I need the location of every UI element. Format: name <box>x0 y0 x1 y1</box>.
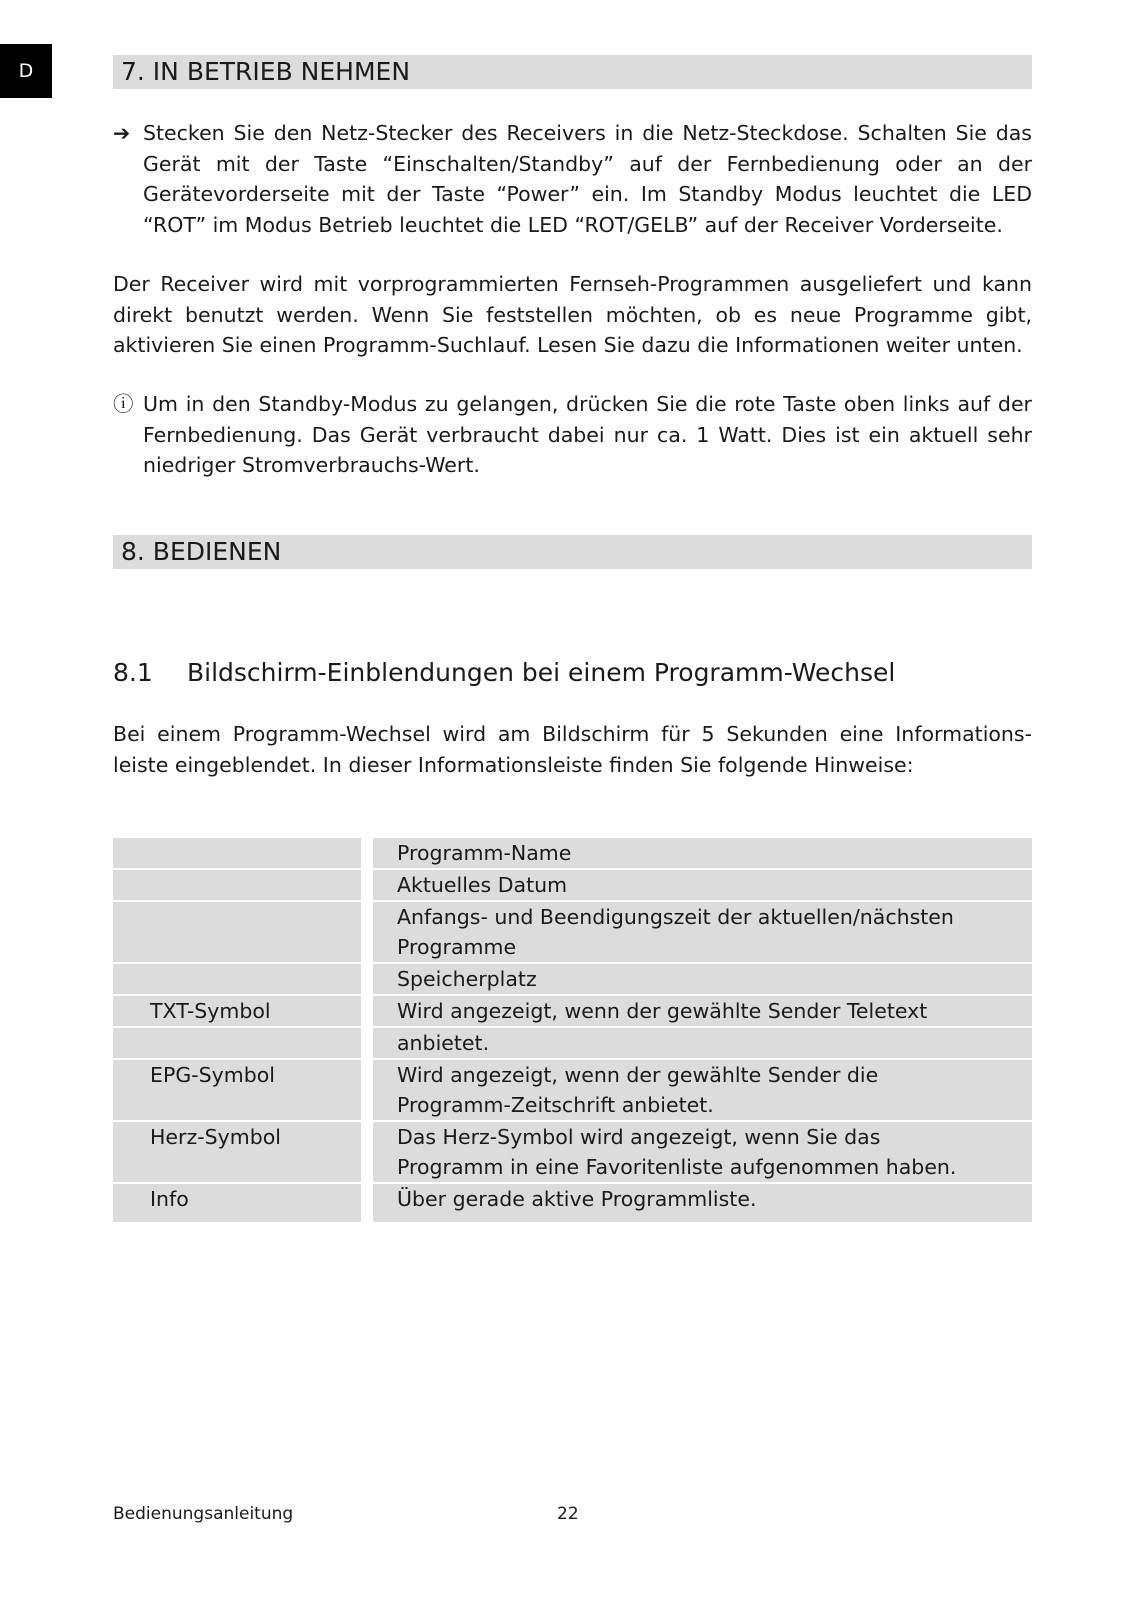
table-label: Herz-Symbol <box>113 1122 361 1182</box>
table-intro-text: Bei einem Programm-Wechsel wird am Bildschirm für 5 Sekunden eine Informations-leiste eingeblendet. In dieser Informationsleiste finden Sie folgende Hinweise: <box>113 722 1032 777</box>
bullet-paragraph <box>113 118 1032 240</box>
info-text: Um in den Standby-Modus zu gelangen, drücken Sie die rote Taste oben links auf der Fernbedienung. Das Gerät verbraucht dabei nur ca. 1 Watt. Dies ist ein aktuell sehr niedriger Stromverbrauchs-Wert. <box>143 392 1032 477</box>
subsection-title: Bildschirm-Einblendungen bei einem Programm-Wechsel <box>187 658 896 687</box>
table-description: Anfangs- und Beendigungszeit der aktuellen/nächsten Programme <box>373 902 1032 962</box>
bullet-text: Stecken Sie den Netz-Stecker des Receivers in die Netz-Steckdose. Schalten Sie das Gerät mit der Taste “Einschalten/Standby” auf der Fernbedienung oder an der Gerätevorderseite mit der Taste “Power” ein. Im Standby Modus leuchtet die LED “ROT” im Modus Betrieb leuchtet die LED “ROT/GELB” auf der Receiver Vorderseite. <box>143 121 1032 237</box>
table-label: Info <box>113 1184 361 1222</box>
table-row <box>113 1060 1032 1120</box>
subsection-heading <box>113 656 1032 690</box>
footer-manual-label: Bedienungsanleitung <box>113 1504 294 1524</box>
table-description: Programm-Name <box>373 838 1032 868</box>
intro-paragraph <box>113 269 1032 361</box>
subsection-number: 8.1 <box>113 658 153 687</box>
table-label: TXT-Symbol <box>113 996 361 1026</box>
info-icon: ⓘ <box>113 392 134 416</box>
table-description: Über gerade aktive Programmliste. <box>373 1184 1032 1222</box>
section-7-heading: 7. IN BETRIEB NEHMEN <box>113 55 1032 89</box>
arrow-icon: ➔ <box>113 121 131 145</box>
table-row <box>113 1028 1032 1058</box>
language-tab: D <box>0 44 52 98</box>
table-row <box>113 1184 1032 1222</box>
table-row <box>113 838 1032 868</box>
info-note <box>113 389 1032 481</box>
table-description: Wird angezeigt, wenn der gewählte Sender Teletext <box>373 996 1032 1026</box>
table-description: Das Herz-Symbol wird angezeigt, wenn Sie das Programm in eine Favoritenliste aufgenommen haben. <box>373 1122 1032 1182</box>
table-description: Aktuelles Datum <box>373 870 1032 900</box>
table-label <box>113 964 361 994</box>
table-label <box>113 838 361 868</box>
table-row <box>113 870 1032 900</box>
table-row <box>113 1122 1032 1182</box>
table-label <box>113 902 361 962</box>
page-number: 22 <box>557 1504 579 1524</box>
table-row <box>113 902 1032 962</box>
table-row <box>113 996 1032 1026</box>
table-description: Wird angezeigt, wenn der gewählte Sender die Programm-Zeitschrift anbietet. <box>373 1060 1032 1120</box>
table-row <box>113 964 1032 994</box>
table-intro-paragraph <box>113 719 1032 780</box>
table-label <box>113 870 361 900</box>
table-description: anbietet. <box>373 1028 1032 1058</box>
table-label <box>113 1028 361 1058</box>
table-label: EPG-Symbol <box>113 1060 361 1120</box>
table-description: Speicherplatz <box>373 964 1032 994</box>
section-8-heading: 8. BEDIENEN <box>113 535 1032 569</box>
info-bar-table <box>113 838 1032 1224</box>
paragraph-text: Der Receiver wird mit vorprogrammierten Fernseh-Programmen ausgeliefert und kann direkt benutzt werden. Wenn Sie feststellen möchten, ob es neue Programme gibt, aktivieren Sie einen Programm-Suchlauf. Lesen Sie dazu die Informationen weiter unten. <box>113 272 1032 357</box>
